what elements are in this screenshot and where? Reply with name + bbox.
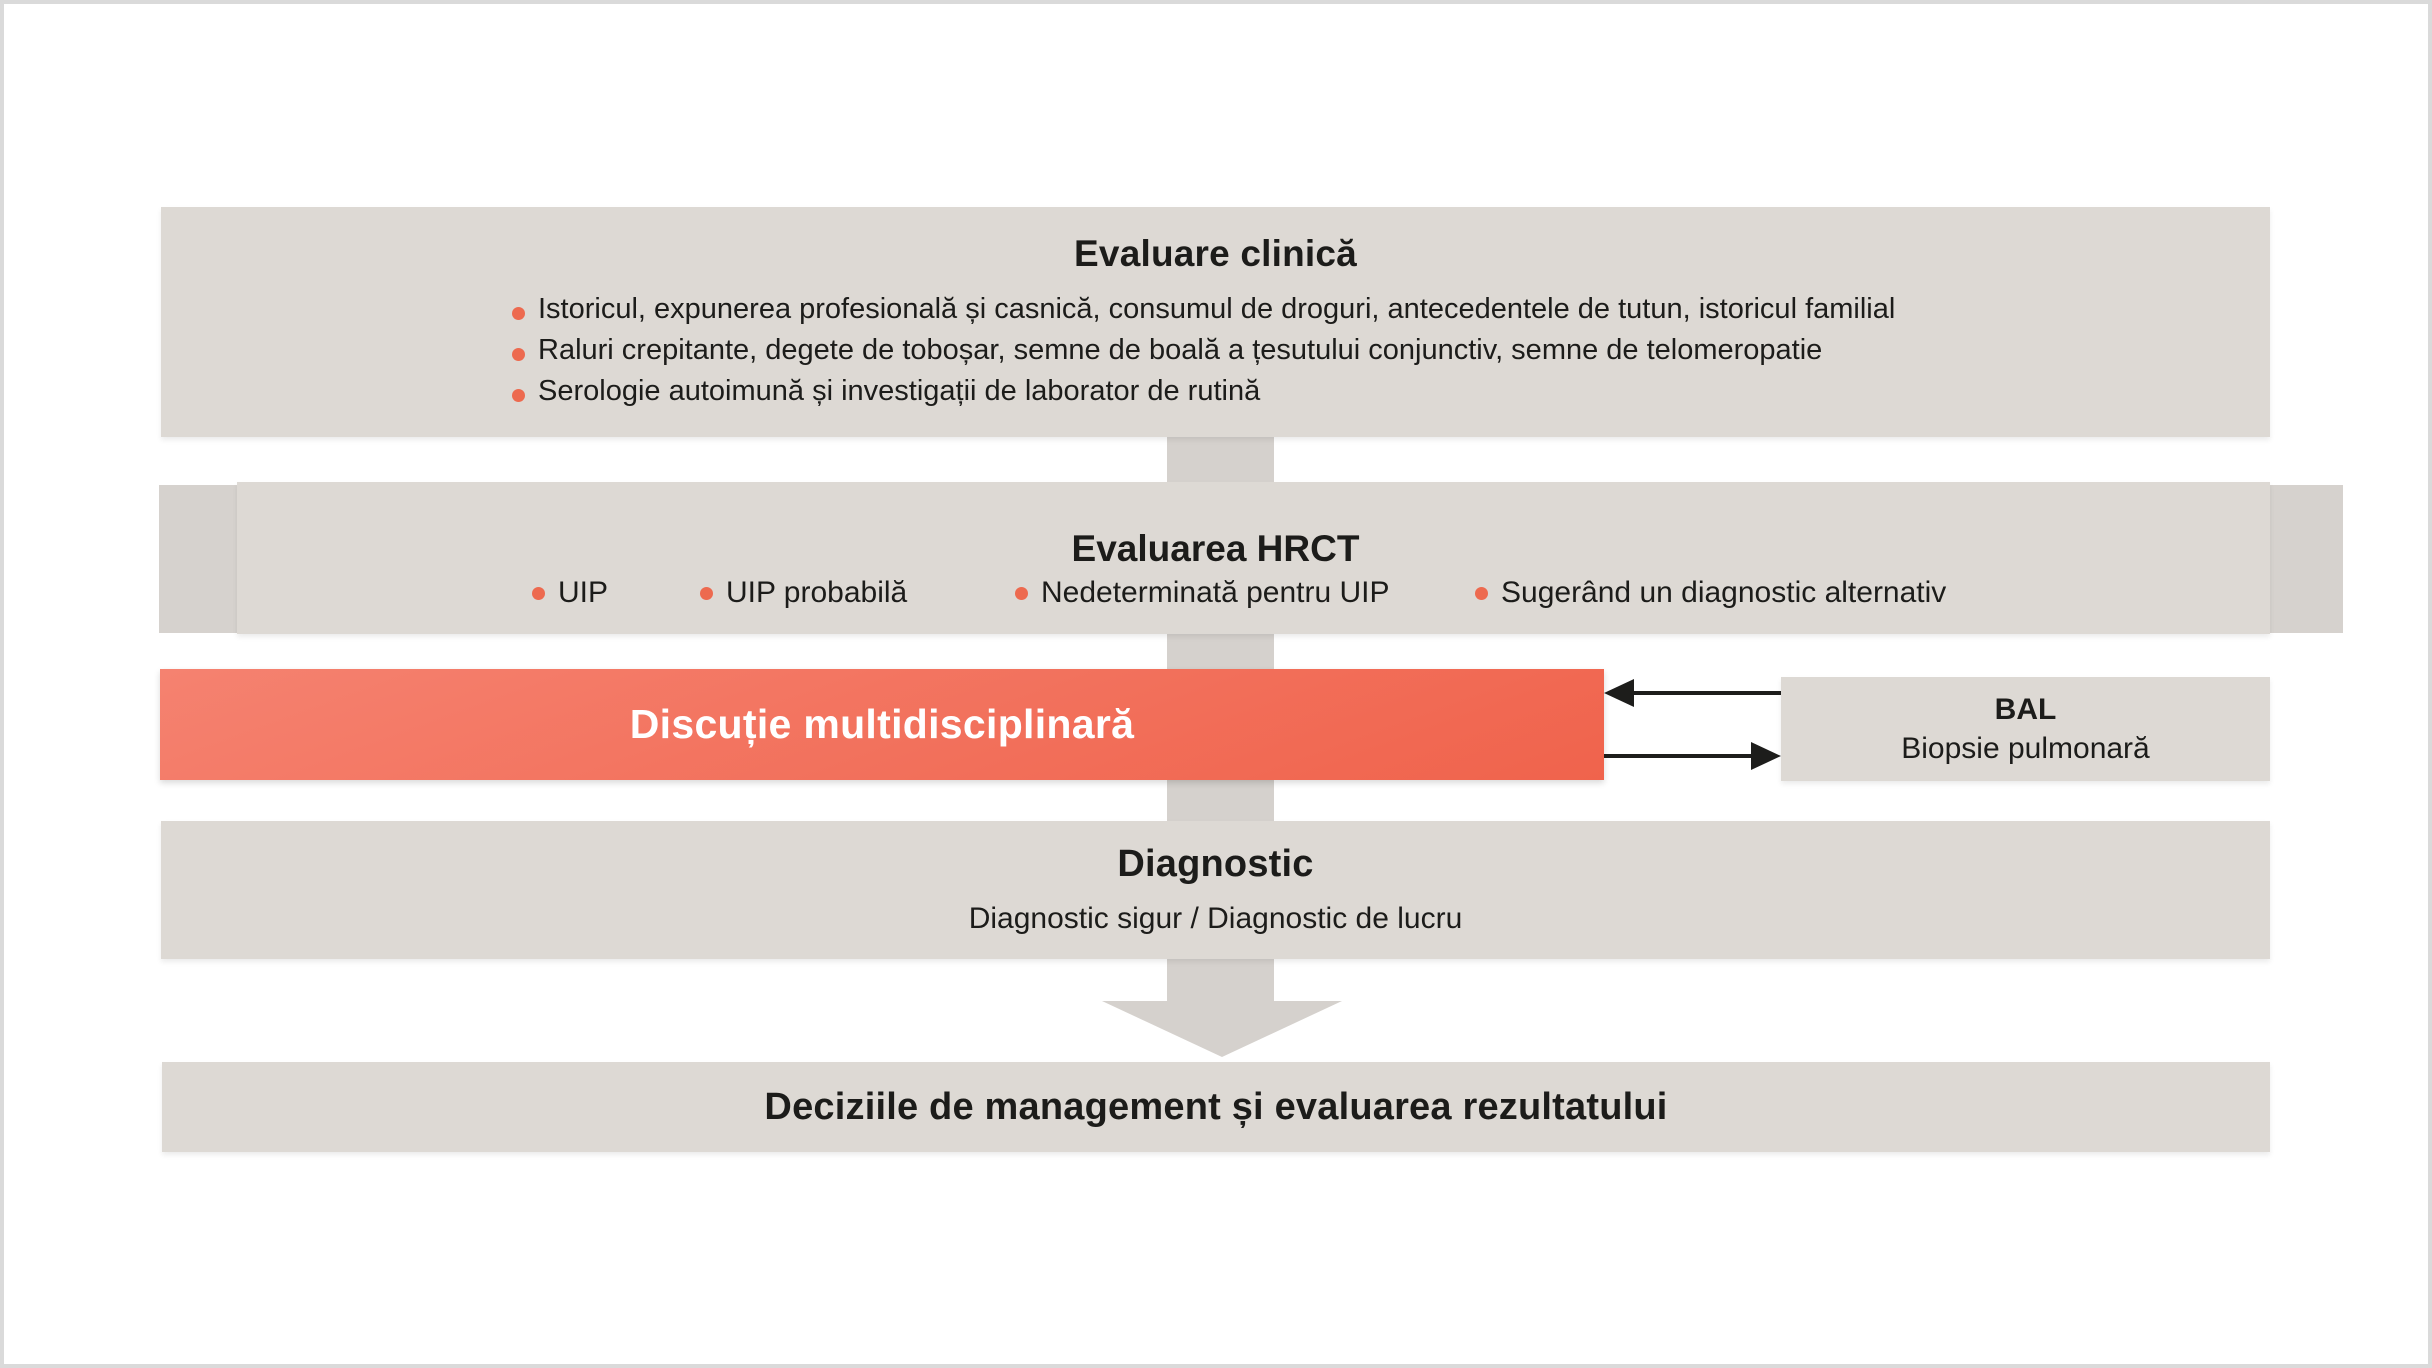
bal-label: BAL xyxy=(1994,693,2057,726)
hrct-option-uip xyxy=(532,575,608,611)
diagnostic-title: Diagnostic xyxy=(1117,843,1314,885)
multidisciplinary-discussion-title: Discuție multidisciplinară xyxy=(629,701,1135,747)
clinical-bullet-text: Serologie autoimună și investigații de laborator de rutină xyxy=(538,375,1261,407)
right-arrow-icon xyxy=(1751,742,1781,770)
bullet-icon xyxy=(512,389,525,402)
bullet-icon xyxy=(512,348,525,361)
bullet-icon xyxy=(1475,587,1488,600)
hrct-option-indeterminate xyxy=(1015,575,1390,611)
bullet-icon xyxy=(512,307,525,320)
left-arrow-icon xyxy=(1604,679,1634,707)
management-decisions-title: Deciziile de management și evaluarea rezultatului xyxy=(764,1085,1668,1128)
clinical-evaluation-box xyxy=(161,207,2270,437)
clinical-bullet-text: Raluri crepitante, degete de toboșar, semne de boală a țesutului conjunctiv, semne de telomeropatie xyxy=(538,334,1823,366)
hrct-evaluation-title: Evaluarea HRCT xyxy=(1071,528,1360,569)
bal-biopsy-box xyxy=(1781,677,2270,781)
hrct-option-probable-uip xyxy=(700,575,907,611)
hrct-option-label: UIP probabilă xyxy=(726,576,908,609)
diagnostic-subtitle: Diagnostic sigur / Diagnostic de lucru xyxy=(968,902,1463,935)
down-arrow-icon xyxy=(1102,1001,1342,1057)
multidisciplinary-discussion-box xyxy=(160,669,1604,780)
clinical-evaluation-title: Evaluare clinică xyxy=(1074,233,1357,274)
hrct-option-alternative xyxy=(1475,575,1946,611)
arrow-line xyxy=(1630,691,1781,695)
clinical-bullet-list xyxy=(512,293,1895,416)
list-item xyxy=(512,375,1895,416)
arrow-line xyxy=(1604,754,1755,758)
bullet-icon xyxy=(700,587,713,600)
list-item xyxy=(512,334,1895,375)
bullet-icon xyxy=(532,587,545,600)
diagnostic-box xyxy=(161,821,2270,959)
management-decisions-box xyxy=(162,1062,2270,1152)
biopsy-label: Biopsie pulmonară xyxy=(1901,732,2150,765)
clinical-bullet-text: Istoricul, expunerea profesională și casnică, consumul de droguri, antecedentele de tutun, istoricul familial xyxy=(538,293,1896,325)
hrct-option-label: Sugerând un diagnostic alternativ xyxy=(1501,576,1947,609)
hrct-option-label: Nedeterminată pentru UIP xyxy=(1041,576,1390,609)
hrct-option-label: UIP xyxy=(558,576,609,609)
bullet-icon xyxy=(1015,587,1028,600)
list-item xyxy=(512,293,1895,334)
